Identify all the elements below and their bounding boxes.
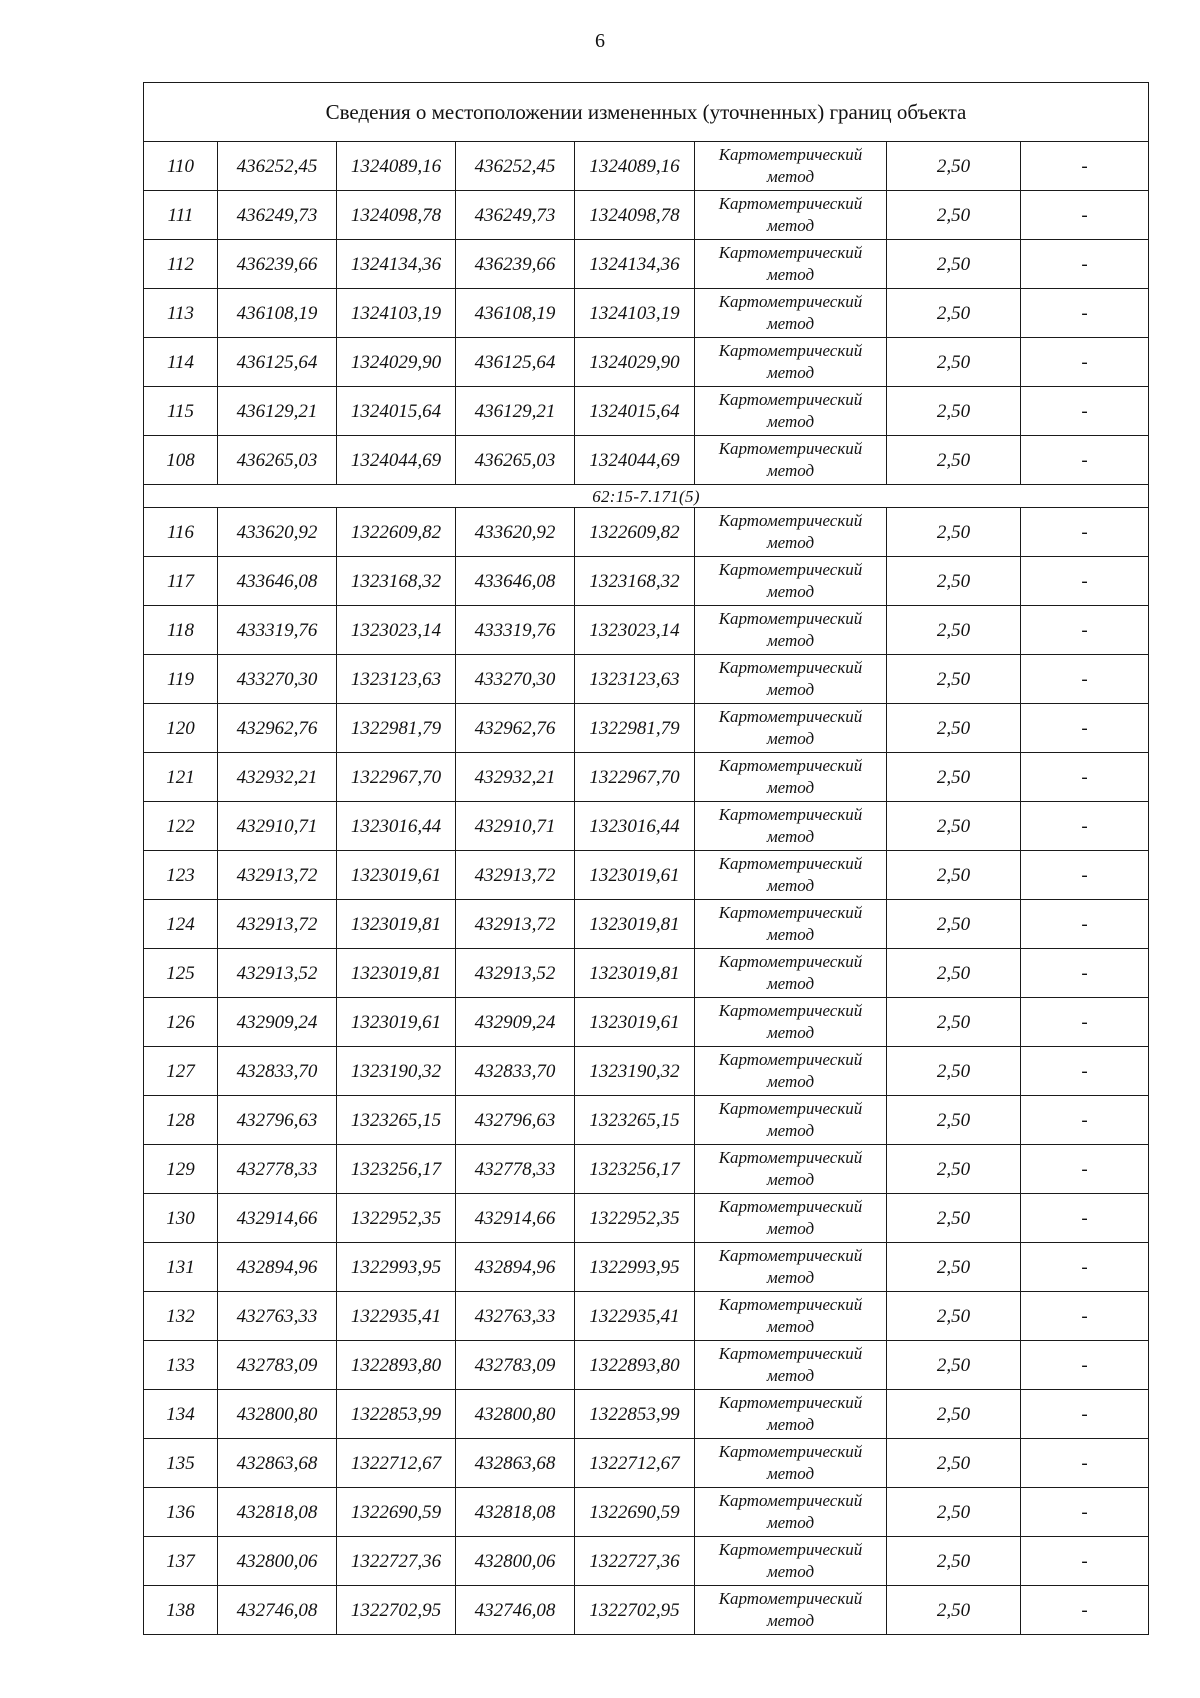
table-row — [144, 655, 1149, 704]
y-refined-cell: 1322609,82 — [575, 508, 695, 557]
x-existing-cell: 432800,06 — [218, 1537, 337, 1586]
point-number-cell: 112 — [144, 240, 218, 289]
y-refined-cell: 1322981,79 — [575, 704, 695, 753]
method-cell: Картометрический метод — [695, 1537, 887, 1586]
note-cell: - — [1021, 508, 1149, 557]
y-refined-cell: 1322893,80 — [575, 1341, 695, 1390]
note-cell: - — [1021, 851, 1149, 900]
method-cell: Картометрический метод — [695, 1145, 887, 1194]
method-cell: Картометрический метод — [695, 802, 887, 851]
note-cell: - — [1021, 1488, 1149, 1537]
x-existing-cell: 432913,52 — [218, 949, 337, 998]
y-existing-cell: 1323023,14 — [337, 606, 456, 655]
point-number-cell: 117 — [144, 557, 218, 606]
x-existing-cell: 432796,63 — [218, 1096, 337, 1145]
x-refined-cell: 432913,72 — [456, 900, 575, 949]
y-refined-cell: 1323265,15 — [575, 1096, 695, 1145]
y-refined-cell: 1322690,59 — [575, 1488, 695, 1537]
note-cell: - — [1021, 191, 1149, 240]
accuracy-cell: 2,50 — [887, 802, 1021, 851]
method-cell: Картометрический метод — [695, 508, 887, 557]
point-number-cell: 114 — [144, 338, 218, 387]
method-cell: Картометрический метод — [695, 704, 887, 753]
y-existing-cell: 1322727,36 — [337, 1537, 456, 1586]
x-existing-cell: 432914,66 — [218, 1194, 337, 1243]
point-number-cell: 124 — [144, 900, 218, 949]
note-cell: - — [1021, 606, 1149, 655]
accuracy-cell: 2,50 — [887, 1292, 1021, 1341]
method-cell: Картометрический метод — [695, 1390, 887, 1439]
y-existing-cell: 1324134,36 — [337, 240, 456, 289]
point-number-cell: 138 — [144, 1586, 218, 1635]
y-existing-cell: 1324089,16 — [337, 142, 456, 191]
y-existing-cell: 1322712,67 — [337, 1439, 456, 1488]
table-row — [144, 802, 1149, 851]
accuracy-cell: 2,50 — [887, 240, 1021, 289]
y-existing-cell: 1323019,61 — [337, 851, 456, 900]
table-title: Сведения о местоположении измененных (уточненных) границ объекта — [144, 83, 1149, 142]
x-existing-cell: 436239,66 — [218, 240, 337, 289]
accuracy-cell: 2,50 — [887, 1243, 1021, 1292]
table-row — [144, 1439, 1149, 1488]
y-refined-cell: 1323023,14 — [575, 606, 695, 655]
x-existing-cell: 432818,08 — [218, 1488, 337, 1537]
x-existing-cell: 436108,19 — [218, 289, 337, 338]
y-refined-cell: 1322952,35 — [575, 1194, 695, 1243]
x-refined-cell: 432763,33 — [456, 1292, 575, 1341]
y-refined-cell: 1322935,41 — [575, 1292, 695, 1341]
x-existing-cell: 432783,09 — [218, 1341, 337, 1390]
y-refined-cell: 1324098,78 — [575, 191, 695, 240]
table-row — [144, 436, 1149, 485]
x-refined-cell: 432863,68 — [456, 1439, 575, 1488]
x-refined-cell: 436108,19 — [456, 289, 575, 338]
table-row — [144, 900, 1149, 949]
note-cell: - — [1021, 1439, 1149, 1488]
x-existing-cell: 436265,03 — [218, 436, 337, 485]
note-cell: - — [1021, 1047, 1149, 1096]
accuracy-cell: 2,50 — [887, 851, 1021, 900]
accuracy-cell: 2,50 — [887, 1194, 1021, 1243]
y-refined-cell: 1322702,95 — [575, 1586, 695, 1635]
y-existing-cell: 1322981,79 — [337, 704, 456, 753]
table-row — [144, 557, 1149, 606]
note-cell: - — [1021, 240, 1149, 289]
accuracy-cell: 2,50 — [887, 1390, 1021, 1439]
accuracy-cell: 2,50 — [887, 655, 1021, 704]
note-cell: - — [1021, 557, 1149, 606]
y-refined-cell: 1322993,95 — [575, 1243, 695, 1292]
parcel-group-label: 62:15-7.171(5) — [144, 485, 1149, 508]
table-row — [144, 1390, 1149, 1439]
x-refined-cell: 432796,63 — [456, 1096, 575, 1145]
method-cell: Картометрический метод — [695, 557, 887, 606]
y-refined-cell: 1323123,63 — [575, 655, 695, 704]
note-cell: - — [1021, 753, 1149, 802]
x-existing-cell: 433646,08 — [218, 557, 337, 606]
point-number-cell: 129 — [144, 1145, 218, 1194]
y-existing-cell: 1322952,35 — [337, 1194, 456, 1243]
x-existing-cell: 432746,08 — [218, 1586, 337, 1635]
point-number-cell: 121 — [144, 753, 218, 802]
point-number-cell: 120 — [144, 704, 218, 753]
accuracy-cell: 2,50 — [887, 191, 1021, 240]
accuracy-cell: 2,50 — [887, 1096, 1021, 1145]
point-number-cell: 123 — [144, 851, 218, 900]
x-existing-cell: 433270,30 — [218, 655, 337, 704]
y-refined-cell: 1322967,70 — [575, 753, 695, 802]
accuracy-cell: 2,50 — [887, 900, 1021, 949]
table-row — [144, 753, 1149, 802]
method-cell: Картометрический метод — [695, 289, 887, 338]
x-refined-cell: 436252,45 — [456, 142, 575, 191]
y-refined-cell: 1324134,36 — [575, 240, 695, 289]
point-number-cell: 119 — [144, 655, 218, 704]
x-refined-cell: 432962,76 — [456, 704, 575, 753]
x-refined-cell: 436129,21 — [456, 387, 575, 436]
note-cell: - — [1021, 704, 1149, 753]
y-refined-cell: 1323019,61 — [575, 998, 695, 1047]
x-existing-cell: 432778,33 — [218, 1145, 337, 1194]
table-row — [144, 289, 1149, 338]
y-existing-cell: 1324098,78 — [337, 191, 456, 240]
accuracy-cell: 2,50 — [887, 1145, 1021, 1194]
x-existing-cell: 432962,76 — [218, 704, 337, 753]
x-existing-cell: 432894,96 — [218, 1243, 337, 1292]
accuracy-cell: 2,50 — [887, 753, 1021, 802]
x-refined-cell: 433270,30 — [456, 655, 575, 704]
x-existing-cell: 432863,68 — [218, 1439, 337, 1488]
table-row — [144, 1047, 1149, 1096]
y-existing-cell: 1322993,95 — [337, 1243, 456, 1292]
note-cell: - — [1021, 1292, 1149, 1341]
table-row — [144, 240, 1149, 289]
y-existing-cell: 1322967,70 — [337, 753, 456, 802]
method-cell: Картометрический метод — [695, 1047, 887, 1096]
x-existing-cell: 432910,71 — [218, 802, 337, 851]
y-refined-cell: 1323016,44 — [575, 802, 695, 851]
table-row — [144, 949, 1149, 998]
accuracy-cell: 2,50 — [887, 557, 1021, 606]
method-cell: Картометрический метод — [695, 851, 887, 900]
table-row — [144, 1194, 1149, 1243]
method-cell: Картометрический метод — [695, 1292, 887, 1341]
x-refined-cell: 433319,76 — [456, 606, 575, 655]
accuracy-cell: 2,50 — [887, 289, 1021, 338]
method-cell: Картометрический метод — [695, 436, 887, 485]
x-refined-cell: 432932,21 — [456, 753, 575, 802]
x-existing-cell: 432800,80 — [218, 1390, 337, 1439]
accuracy-cell: 2,50 — [887, 1047, 1021, 1096]
note-cell: - — [1021, 802, 1149, 851]
method-cell: Картометрический метод — [695, 655, 887, 704]
page-number: 6 — [595, 30, 605, 52]
table-row — [144, 606, 1149, 655]
y-existing-cell: 1322853,99 — [337, 1390, 456, 1439]
y-existing-cell: 1322609,82 — [337, 508, 456, 557]
table-row — [144, 142, 1149, 191]
y-existing-cell: 1324015,64 — [337, 387, 456, 436]
x-existing-cell: 432909,24 — [218, 998, 337, 1047]
method-cell: Картометрический метод — [695, 1194, 887, 1243]
x-existing-cell: 433620,92 — [218, 508, 337, 557]
x-existing-cell: 436252,45 — [218, 142, 337, 191]
x-refined-cell: 432914,66 — [456, 1194, 575, 1243]
accuracy-cell: 2,50 — [887, 949, 1021, 998]
accuracy-cell: 2,50 — [887, 704, 1021, 753]
method-cell: Картометрический метод — [695, 338, 887, 387]
point-number-cell: 126 — [144, 998, 218, 1047]
x-existing-cell: 433319,76 — [218, 606, 337, 655]
y-refined-cell: 1324044,69 — [575, 436, 695, 485]
x-refined-cell: 436125,64 — [456, 338, 575, 387]
accuracy-cell: 2,50 — [887, 338, 1021, 387]
y-existing-cell: 1322702,95 — [337, 1586, 456, 1635]
table-row — [144, 1488, 1149, 1537]
x-existing-cell: 436129,21 — [218, 387, 337, 436]
point-number-cell: 110 — [144, 142, 218, 191]
accuracy-cell: 2,50 — [887, 1488, 1021, 1537]
method-cell: Картометрический метод — [695, 606, 887, 655]
y-refined-cell: 1323019,81 — [575, 900, 695, 949]
table-row — [144, 387, 1149, 436]
note-cell: - — [1021, 1145, 1149, 1194]
note-cell: - — [1021, 387, 1149, 436]
method-cell: Картометрический метод — [695, 900, 887, 949]
point-number-cell: 130 — [144, 1194, 218, 1243]
y-existing-cell: 1323019,81 — [337, 900, 456, 949]
x-existing-cell: 432833,70 — [218, 1047, 337, 1096]
x-refined-cell: 432913,72 — [456, 851, 575, 900]
y-refined-cell: 1323019,81 — [575, 949, 695, 998]
accuracy-cell: 2,50 — [887, 142, 1021, 191]
x-refined-cell: 432778,33 — [456, 1145, 575, 1194]
y-existing-cell: 1323016,44 — [337, 802, 456, 851]
note-cell: - — [1021, 900, 1149, 949]
table-row — [144, 338, 1149, 387]
method-cell: Картометрический метод — [695, 142, 887, 191]
method-cell: Картометрический метод — [695, 949, 887, 998]
point-number-cell: 137 — [144, 1537, 218, 1586]
note-cell: - — [1021, 655, 1149, 704]
note-cell: - — [1021, 998, 1149, 1047]
x-refined-cell: 436265,03 — [456, 436, 575, 485]
accuracy-cell: 2,50 — [887, 1341, 1021, 1390]
x-refined-cell: 432800,80 — [456, 1390, 575, 1439]
y-existing-cell: 1323019,81 — [337, 949, 456, 998]
parcel-group-row — [144, 485, 1149, 508]
boundary-coordinates-table — [143, 82, 1149, 1635]
x-refined-cell: 432833,70 — [456, 1047, 575, 1096]
y-refined-cell: 1324089,16 — [575, 142, 695, 191]
y-existing-cell: 1324103,19 — [337, 289, 456, 338]
point-number-cell: 135 — [144, 1439, 218, 1488]
method-cell: Картометрический метод — [695, 1586, 887, 1635]
table-row — [144, 1096, 1149, 1145]
x-existing-cell: 432763,33 — [218, 1292, 337, 1341]
point-number-cell: 108 — [144, 436, 218, 485]
x-refined-cell: 432913,52 — [456, 949, 575, 998]
method-cell: Картометрический метод — [695, 1096, 887, 1145]
y-existing-cell: 1322935,41 — [337, 1292, 456, 1341]
x-refined-cell: 432894,96 — [456, 1243, 575, 1292]
x-refined-cell: 432800,06 — [456, 1537, 575, 1586]
accuracy-cell: 2,50 — [887, 1439, 1021, 1488]
x-refined-cell: 432910,71 — [456, 802, 575, 851]
y-refined-cell: 1322853,99 — [575, 1390, 695, 1439]
table-row — [144, 1586, 1149, 1635]
x-refined-cell: 436239,66 — [456, 240, 575, 289]
accuracy-cell: 2,50 — [887, 606, 1021, 655]
point-number-cell: 133 — [144, 1341, 218, 1390]
method-cell: Картометрический метод — [695, 1439, 887, 1488]
note-cell: - — [1021, 142, 1149, 191]
x-existing-cell: 432913,72 — [218, 900, 337, 949]
point-number-cell: 132 — [144, 1292, 218, 1341]
note-cell: - — [1021, 1341, 1149, 1390]
note-cell: - — [1021, 1194, 1149, 1243]
method-cell: Картометрический метод — [695, 240, 887, 289]
x-refined-cell: 432746,08 — [456, 1586, 575, 1635]
y-refined-cell: 1322727,36 — [575, 1537, 695, 1586]
point-number-cell: 118 — [144, 606, 218, 655]
table-body — [144, 83, 1149, 1635]
method-cell: Картометрический метод — [695, 387, 887, 436]
note-cell: - — [1021, 1096, 1149, 1145]
x-existing-cell: 436125,64 — [218, 338, 337, 387]
x-existing-cell: 436249,73 — [218, 191, 337, 240]
point-number-cell: 113 — [144, 289, 218, 338]
y-existing-cell: 1323123,63 — [337, 655, 456, 704]
method-cell: Картометрический метод — [695, 191, 887, 240]
table-row — [144, 1243, 1149, 1292]
y-existing-cell: 1322690,59 — [337, 1488, 456, 1537]
note-cell: - — [1021, 949, 1149, 998]
y-refined-cell: 1323019,61 — [575, 851, 695, 900]
y-existing-cell: 1323190,32 — [337, 1047, 456, 1096]
note-cell: - — [1021, 1243, 1149, 1292]
y-existing-cell: 1324029,90 — [337, 338, 456, 387]
point-number-cell: 122 — [144, 802, 218, 851]
x-refined-cell: 432909,24 — [456, 998, 575, 1047]
note-cell: - — [1021, 1537, 1149, 1586]
accuracy-cell: 2,50 — [887, 998, 1021, 1047]
x-refined-cell: 433620,92 — [456, 508, 575, 557]
point-number-cell: 111 — [144, 191, 218, 240]
x-existing-cell: 432932,21 — [218, 753, 337, 802]
table-row — [144, 998, 1149, 1047]
point-number-cell: 128 — [144, 1096, 218, 1145]
accuracy-cell: 2,50 — [887, 387, 1021, 436]
point-number-cell: 136 — [144, 1488, 218, 1537]
accuracy-cell: 2,50 — [887, 436, 1021, 485]
note-cell: - — [1021, 289, 1149, 338]
table-row — [144, 191, 1149, 240]
y-refined-cell: 1324015,64 — [575, 387, 695, 436]
x-refined-cell: 432783,09 — [456, 1341, 575, 1390]
method-cell: Картометрический метод — [695, 1341, 887, 1390]
y-existing-cell: 1322893,80 — [337, 1341, 456, 1390]
point-number-cell: 125 — [144, 949, 218, 998]
y-existing-cell: 1323265,15 — [337, 1096, 456, 1145]
method-cell: Картометрический метод — [695, 998, 887, 1047]
table-row — [144, 1292, 1149, 1341]
x-existing-cell: 432913,72 — [218, 851, 337, 900]
note-cell: - — [1021, 1586, 1149, 1635]
table-row — [144, 851, 1149, 900]
method-cell: Картометрический метод — [695, 1243, 887, 1292]
table-row — [144, 1341, 1149, 1390]
point-number-cell: 131 — [144, 1243, 218, 1292]
y-refined-cell: 1324029,90 — [575, 338, 695, 387]
x-refined-cell: 432818,08 — [456, 1488, 575, 1537]
point-number-cell: 116 — [144, 508, 218, 557]
x-refined-cell: 436249,73 — [456, 191, 575, 240]
y-refined-cell: 1323256,17 — [575, 1145, 695, 1194]
y-refined-cell: 1323168,32 — [575, 557, 695, 606]
point-number-cell: 115 — [144, 387, 218, 436]
table-row — [144, 704, 1149, 753]
table-row — [144, 1145, 1149, 1194]
y-existing-cell: 1323256,17 — [337, 1145, 456, 1194]
table-row — [144, 1537, 1149, 1586]
y-existing-cell: 1323019,61 — [337, 998, 456, 1047]
note-cell: - — [1021, 338, 1149, 387]
method-cell: Картометрический метод — [695, 1488, 887, 1537]
accuracy-cell: 2,50 — [887, 508, 1021, 557]
y-refined-cell: 1323190,32 — [575, 1047, 695, 1096]
point-number-cell: 134 — [144, 1390, 218, 1439]
note-cell: - — [1021, 1390, 1149, 1439]
x-refined-cell: 433646,08 — [456, 557, 575, 606]
point-number-cell: 127 — [144, 1047, 218, 1096]
y-existing-cell: 1323168,32 — [337, 557, 456, 606]
table-title-row — [144, 83, 1149, 142]
table-row — [144, 508, 1149, 557]
accuracy-cell: 2,50 — [887, 1537, 1021, 1586]
y-refined-cell: 1324103,19 — [575, 289, 695, 338]
method-cell: Картометрический метод — [695, 753, 887, 802]
y-existing-cell: 1324044,69 — [337, 436, 456, 485]
y-refined-cell: 1322712,67 — [575, 1439, 695, 1488]
note-cell: - — [1021, 436, 1149, 485]
accuracy-cell: 2,50 — [887, 1586, 1021, 1635]
